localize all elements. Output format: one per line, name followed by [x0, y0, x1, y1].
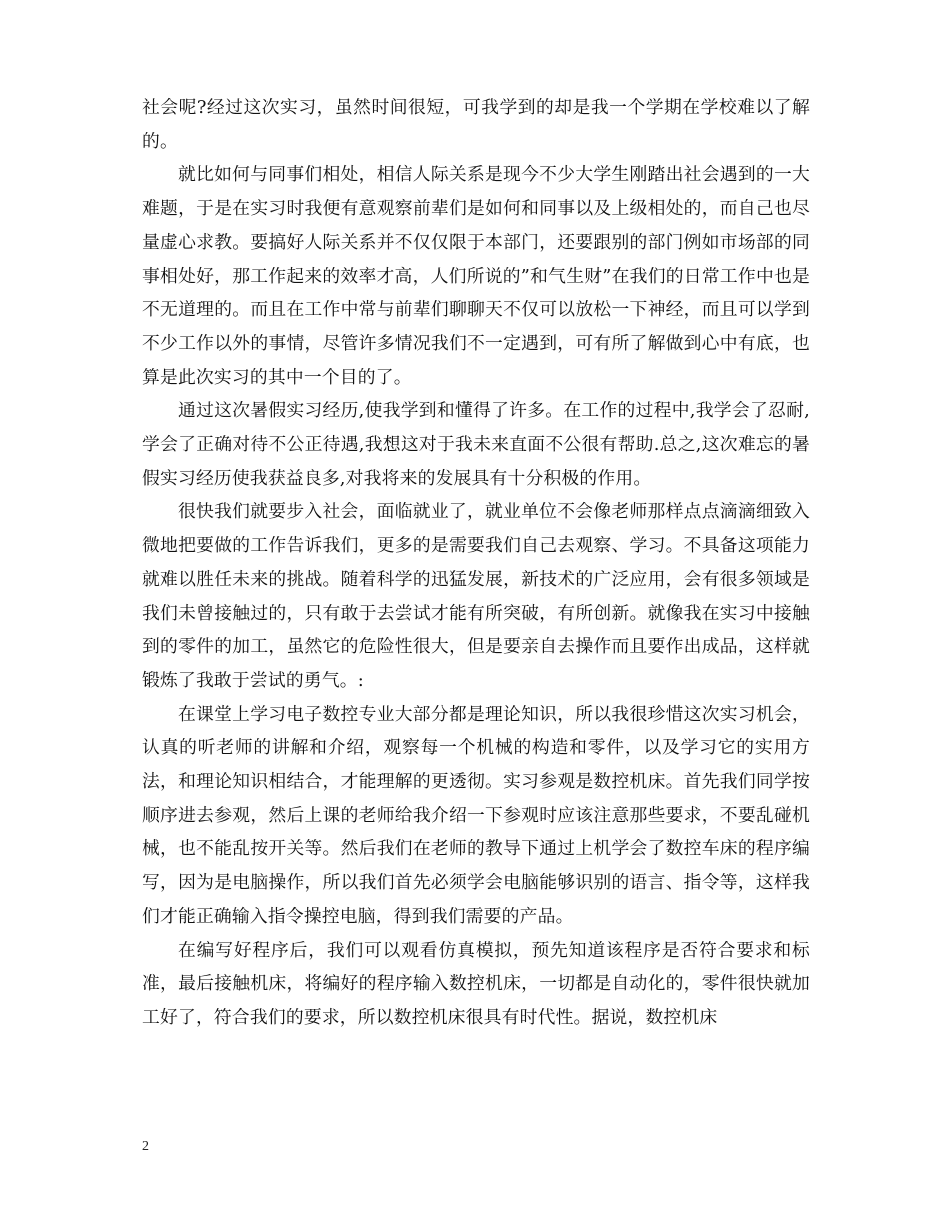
paragraph-3: 通过这次暑假实习经历,使我学到和懂得了许多。在工作的过程中,我学会了忍耐,学会了正确对待不公正待遇,我想这对于我未来直面不公很有帮助.总之,这次难忘的暑假实习经历使我获益良多,对我将来的发展具有十分积极的作用。	[142, 400, 810, 489]
paragraph-5: 在课堂上学习电子数控专业大部分都是理论知识，所以我很珍惜这次实习机会，认真的听老师的讲解和介绍，观察每一个机械的构造和零件，以及学习它的实用方法，和理论知识相结合，才能理解的更透彻。实习参观是数控机床。首先我们同学按顺序进去参观，然后上课的老师给我介绍一下参观时应该注意那些要求，不要乱碰机械，也不能乱按开关等。然后我们在老师的教导下通过上机学会了数控车床的程序编写，因为是电脑操作，所以我们首先必须学会电脑能够识别的语言、指令等，这样我们才能正确输入指令操控电脑，得到我们需要的产品。	[142, 703, 810, 927]
paragraph-4: 很快我们就要步入社会，面临就业了，就业单位不会像老师那样点点滴滴细致入微地把要做的工作告诉我们，更多的是需要我们自己去观察、学习。不具备这项能力就难以胜任未来的挑战。随着科学的迅猛发展，新技术的广泛应用，会有很多领域是我们未曾接触过的，只有敢于去尝试才能有所突破，有所创新。就像我在实习中接触到的零件的加工，虽然它的危险性很大，但是要亲自去操作而且要作出成品，这样就锻炼了我敢于尝试的勇气。:	[142, 501, 810, 691]
page-number: 2	[142, 1139, 149, 1154]
paragraph-6: 在编写好程序后，我们可以观看仿真模拟，预先知道该程序是否符合要求和标准，最后接触机床，将编好的程序输入数控机床，一切都是自动化的，零件很快就加工好了，符合我们的要求，所以数控机床很具有时代性。据说，数控机床	[142, 939, 810, 1028]
paragraph-1: 社会呢?经过这次实习，虽然时间很短，可我学到的却是我一个学期在学校难以了解的。	[142, 97, 810, 152]
document-body	[142, 91, 810, 1035]
paragraph-2: 就比如何与同事们相处，相信人际关系是现今不少大学生刚踏出社会遇到的一大难题，于是在实习时我便有意观察前辈们是如何和同事以及上级相处的，而自己也尽量虚心求教。要搞好人际关系并不仅仅限于本部门，还要跟别的部门例如市场部的同事相处好，那工作起来的效率才高，人们所说的”和气生财”在我们的日常工作中也是不无道理的。而且在工作中常与前辈们聊聊天不仅可以放松一下神经，而且可以学到不少工作以外的事情，尽管许多情况我们不一定遇到，可有所了解做到心中有底，也算是此次实习的其中一个目的了。	[142, 164, 810, 388]
